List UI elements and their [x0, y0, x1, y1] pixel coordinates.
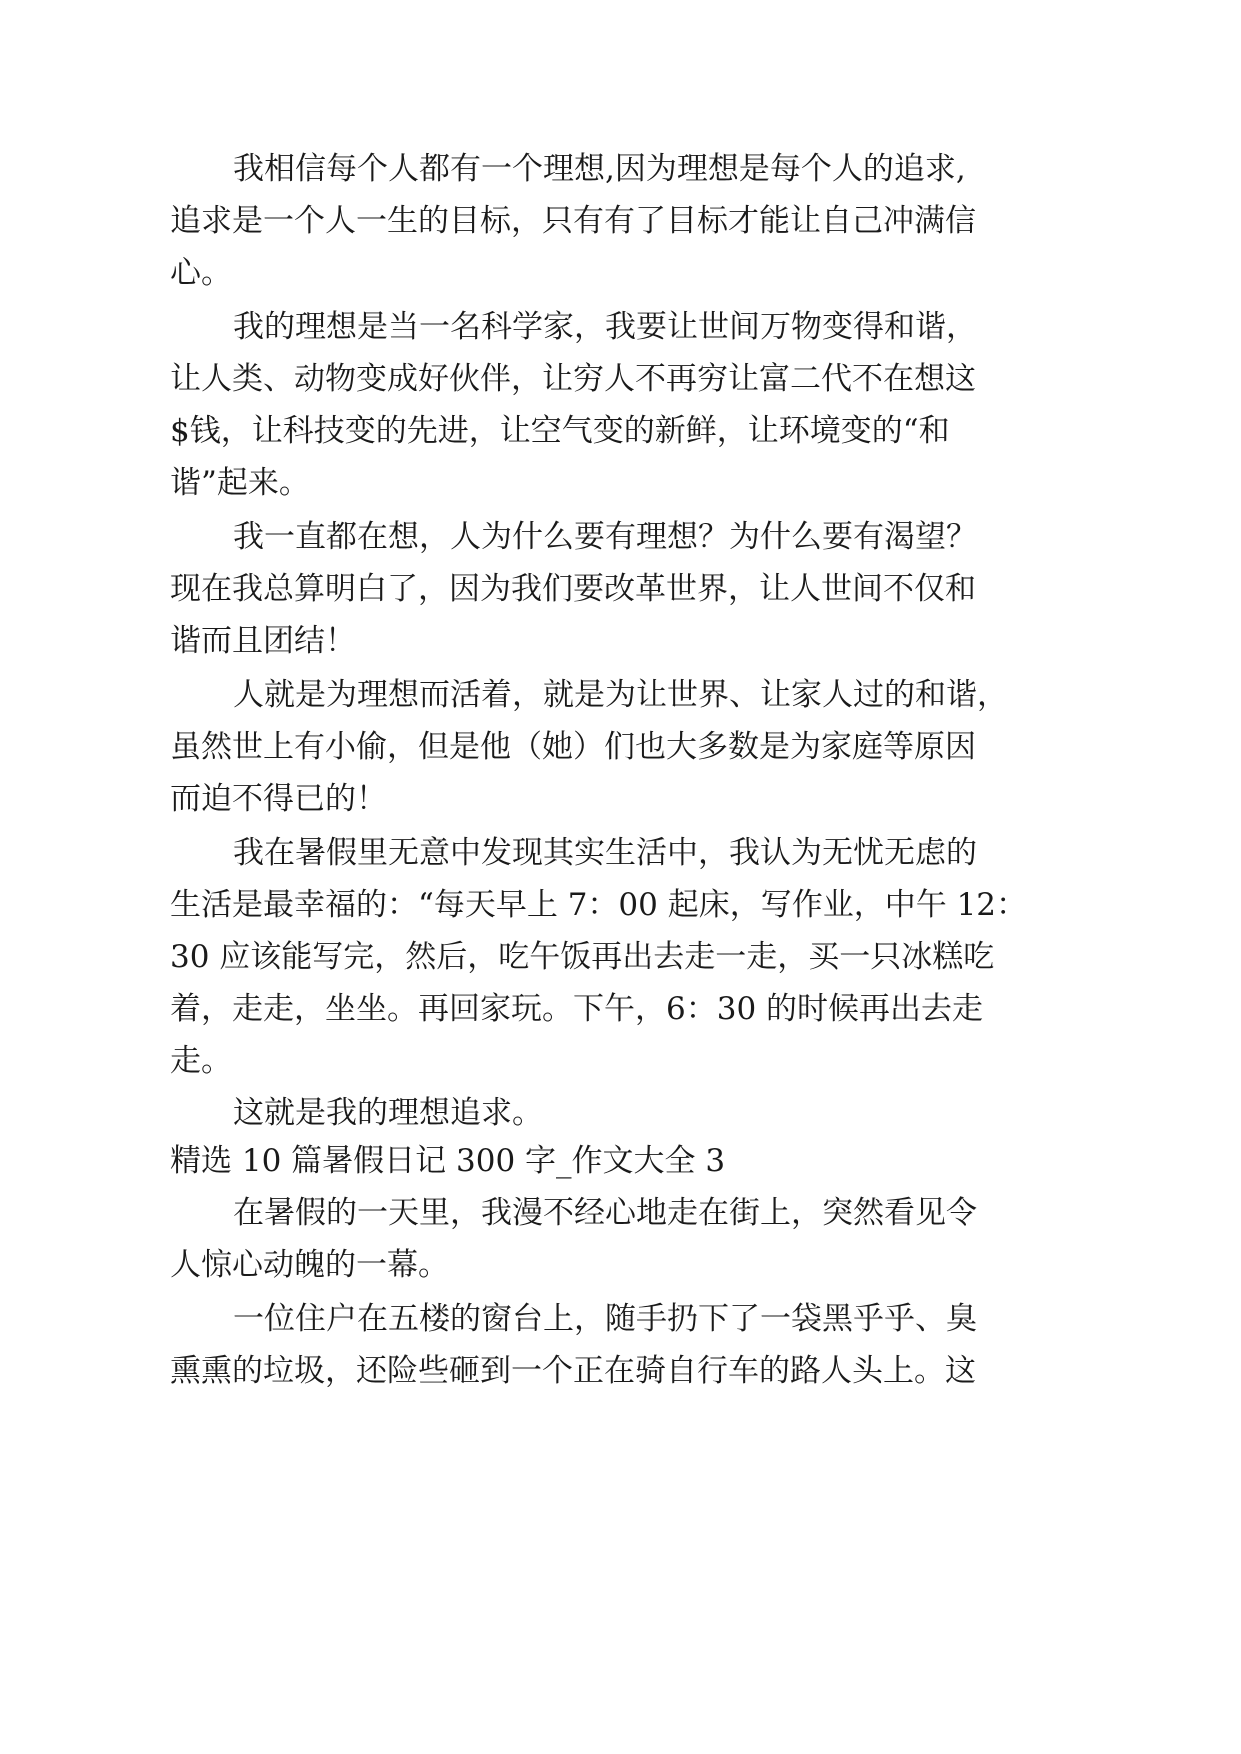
paragraph-line: 谐而且团结！ — [170, 623, 356, 659]
paragraph-line: 谐”起来。 — [170, 465, 310, 501]
paragraph-line: 在暑假的一天里，我漫不经心地走在街上，突然看见令 — [233, 1195, 977, 1231]
paragraph-line: 让人类、动物变成好伙伴，让穷人不再穷让富二代不在想这 — [170, 361, 976, 397]
paragraph-line: 熏熏的垃圾，还险些砸到一个正在骑自行车的路人头上。这 — [170, 1353, 976, 1389]
paragraph-line: 一位住户在五楼的窗台上，随手扔下了一袋黑乎乎、臭 — [233, 1301, 977, 1337]
section-heading: 精选 10 篇暑假日记 300 字_作文大全 3 — [170, 1143, 726, 1179]
paragraph-line: 30 应该能写完，然后，吃午饭再出去走一走，买一只冰糕吃 — [170, 939, 995, 975]
paragraph-line: 我相信每个人都有一个理想,因为理想是每个人的追求, — [233, 151, 966, 187]
paragraph-line: $钱，让科技变的先进，让空气变的新鲜，让环境变的“和 — [170, 413, 950, 449]
paragraph-line: 追求是一个人一生的目标，只有有了目标才能让自己冲满信 — [170, 203, 976, 239]
paragraph-line: 虽然世上有小偷，但是他（她）们也大多数是为家庭等原因 — [170, 729, 976, 765]
paragraph-line: 人就是为理想而活着，就是为让世界、让家人过的和谐， — [233, 677, 1008, 713]
paragraph-line: 我的理想是当一名科学家，我要让世间万物变得和谐， — [233, 309, 977, 345]
paragraph-line: 而迫不得已的！ — [170, 781, 387, 817]
paragraph-line: 人惊心动魄的一幕。 — [170, 1247, 449, 1283]
paragraph-line: 走。 — [170, 1043, 232, 1079]
paragraph-line: 这就是我的理想追求。 — [233, 1095, 543, 1131]
paragraph-line: 我一直都在想，人为什么要有理想？为什么要有渴望？ — [233, 519, 977, 555]
paragraph-line: 着，走走，坐坐。再回家玩。下午，6：30 的时候再出去走 — [170, 991, 984, 1027]
paragraph-line: 现在我总算明白了，因为我们要改革世界，让人世间不仅和 — [170, 571, 976, 607]
paragraph-line: 心。 — [170, 255, 232, 291]
paragraph-line: 我在暑假里无意中发现其实生活中，我认为无忧无虑的 — [233, 835, 977, 871]
paragraph-line: 生活是最幸福的：“每天早上 7：00 起床，写作业，中午 12： — [170, 887, 1028, 923]
